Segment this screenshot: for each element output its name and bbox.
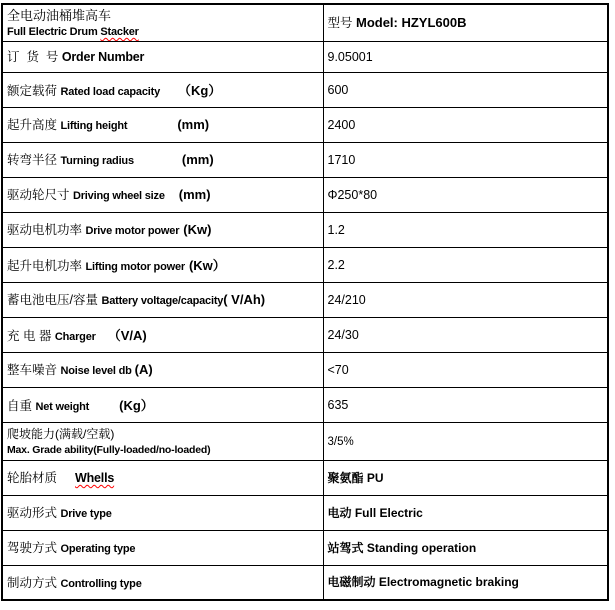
- product-title-cell: [2, 4, 323, 41]
- spec-value-cell: [323, 212, 608, 247]
- spec-value-cell: [323, 247, 608, 282]
- label-zh: 充 电 器: [7, 328, 55, 343]
- label-zh: 蓄电池电压/容量: [7, 293, 102, 307]
- label-zh: 起升电机功率: [7, 258, 86, 273]
- label-zh: 额定载荷: [7, 83, 61, 98]
- label-zh: 驾驶方式: [7, 541, 61, 555]
- spec-row-net-weight: [2, 387, 608, 422]
- spec-value: 600: [327, 82, 349, 97]
- label-unit: (mm): [178, 187, 211, 202]
- spec-row-charger: [2, 317, 608, 352]
- spec-value-cell: [323, 530, 608, 565]
- label-unit: (A): [134, 362, 153, 377]
- spec-value-cell: [323, 352, 608, 387]
- label-en: Battery voltage/capacity: [101, 295, 224, 307]
- spec-value-cell: [323, 317, 608, 352]
- spec-row-lifting-motor-power: [2, 247, 608, 282]
- label-zh: 整车噪音: [7, 363, 61, 377]
- spec-value: 聚氨酯 PU: [327, 470, 384, 485]
- spec-label-cell: [2, 530, 323, 565]
- label-en-misspelled: Whells: [75, 471, 115, 485]
- spec-row-turning-radius: [2, 142, 608, 177]
- spec-value: 9.05001: [327, 49, 373, 64]
- label-unit: (mm): [177, 117, 210, 132]
- spec-row-noise-level: [2, 352, 608, 387]
- spec-label-cell: [2, 565, 323, 600]
- label-zh: 驱动形式: [7, 506, 61, 520]
- label-en: Rated load capacity: [60, 85, 160, 98]
- spec-row-rated-load: [2, 72, 608, 107]
- spec-value-cell: [323, 177, 608, 212]
- label-en: Charger: [54, 330, 96, 343]
- label-zh: 起升高度: [7, 118, 61, 132]
- spec-row-drive-motor-power: [2, 212, 608, 247]
- spec-label-cell: [2, 460, 323, 495]
- label-unit: ( V/Ah): [223, 292, 266, 307]
- spec-row-wheel-material: [2, 460, 608, 495]
- label-zh: 驱动电机功率: [7, 223, 86, 237]
- model-value: Model: HZYL600B: [355, 15, 467, 31]
- spec-row-order-number: [2, 41, 608, 72]
- spec-label-cell: [2, 317, 323, 352]
- spec-label-cell: [2, 282, 323, 317]
- spec-row-drive-type: [2, 495, 608, 530]
- product-title-zh: 全电动油桶堆高车: [7, 8, 112, 23]
- spec-value-cell: [323, 142, 608, 177]
- label-zh: 订 货 号: [7, 50, 62, 64]
- spec-value: 电动 Full Electric: [327, 505, 423, 520]
- label-unit: (Kg）: [119, 397, 154, 413]
- spec-value-cell: [323, 495, 608, 530]
- model-cell: [323, 4, 608, 41]
- spec-label-cell: [2, 41, 323, 72]
- spec-label-cell: [2, 422, 323, 460]
- spec-value: 2.2: [327, 257, 345, 272]
- spec-value-cell: [323, 387, 608, 422]
- label-unit: (Kw）: [188, 257, 226, 273]
- spec-label-cell: [2, 247, 323, 282]
- spec-value: <70: [327, 362, 349, 377]
- label-en: Order Number: [61, 50, 145, 64]
- spec-value-cell: [323, 72, 608, 107]
- spec-value-cell: [323, 282, 608, 317]
- spec-row-operating-type: [2, 530, 608, 565]
- spec-value: 电磁制动 Electromagnetic braking: [327, 575, 519, 590]
- label-zh: 转弯半径: [7, 153, 61, 167]
- label-en: Net weight: [35, 400, 90, 413]
- spec-table: [1, 3, 609, 601]
- spec-value: 1710: [327, 152, 356, 167]
- spec-value: 3/5%: [327, 436, 354, 448]
- label-en: Drive type: [60, 508, 112, 520]
- spec-label-cell: [2, 107, 323, 142]
- label-zh: 爬坡能力(满载/空载): [7, 426, 115, 441]
- spec-row-grade-ability: [2, 422, 608, 460]
- label-en: Noise level db: [60, 365, 132, 377]
- label-en: Max. Grade ability(Fully-loaded/no-loaded): [7, 443, 211, 456]
- label-unit: (Kw): [183, 222, 212, 237]
- spec-label-cell: [2, 352, 323, 387]
- label-en: Driving wheel size: [72, 190, 165, 202]
- spec-value: 站驾式 Standing operation: [327, 540, 477, 555]
- product-title-en-misspelled: Stacker: [100, 26, 139, 38]
- spec-value-cell: [323, 565, 608, 600]
- spec-row-lifting-height: [2, 107, 608, 142]
- spec-value: 2400: [327, 117, 356, 132]
- label-en: Controlling type: [60, 577, 142, 590]
- label-unit: (mm): [181, 152, 214, 167]
- label-unit: （Kg）: [178, 82, 222, 98]
- spec-value-cell: [323, 422, 608, 460]
- spec-value-cell: [323, 460, 608, 495]
- spec-label-cell: [2, 212, 323, 247]
- spec-value: Φ250*80: [327, 187, 378, 202]
- spec-label-cell: [2, 495, 323, 530]
- spec-label-cell: [2, 142, 323, 177]
- label-zh: 制动方式: [7, 575, 61, 590]
- label-unit: （V/A): [107, 327, 147, 343]
- spec-label-cell: [2, 177, 323, 212]
- label-en: Turning radius: [60, 155, 134, 167]
- spec-row-driving-wheel-size: [2, 177, 608, 212]
- label-en: Lifting height: [60, 120, 128, 132]
- label-en: Operating type: [60, 543, 136, 555]
- spec-row-battery: [2, 282, 608, 317]
- spec-value: 1.2: [327, 222, 345, 237]
- spec-value: 24/30: [327, 327, 359, 342]
- spec-value: 635: [327, 397, 349, 412]
- spec-row-controlling-type: [2, 565, 608, 600]
- label-en: Drive motor power: [85, 225, 180, 237]
- label-zh: 轮胎材质: [7, 471, 58, 485]
- model-label-zh: 型号: [327, 16, 356, 31]
- label-zh: 驱动轮尺寸: [7, 188, 73, 202]
- label-en: Lifting motor power: [85, 260, 185, 273]
- header-row: [2, 4, 608, 41]
- product-title-en: [7, 24, 323, 40]
- spec-label-cell: [2, 387, 323, 422]
- spec-value: 24/210: [327, 292, 366, 307]
- spec-value-cell: [323, 107, 608, 142]
- spec-label-cell: [2, 72, 323, 107]
- label-zh: 自重: [7, 398, 36, 413]
- product-title-en-prefix: Full Electric Drum: [7, 26, 101, 38]
- spec-value-cell: [323, 41, 608, 72]
